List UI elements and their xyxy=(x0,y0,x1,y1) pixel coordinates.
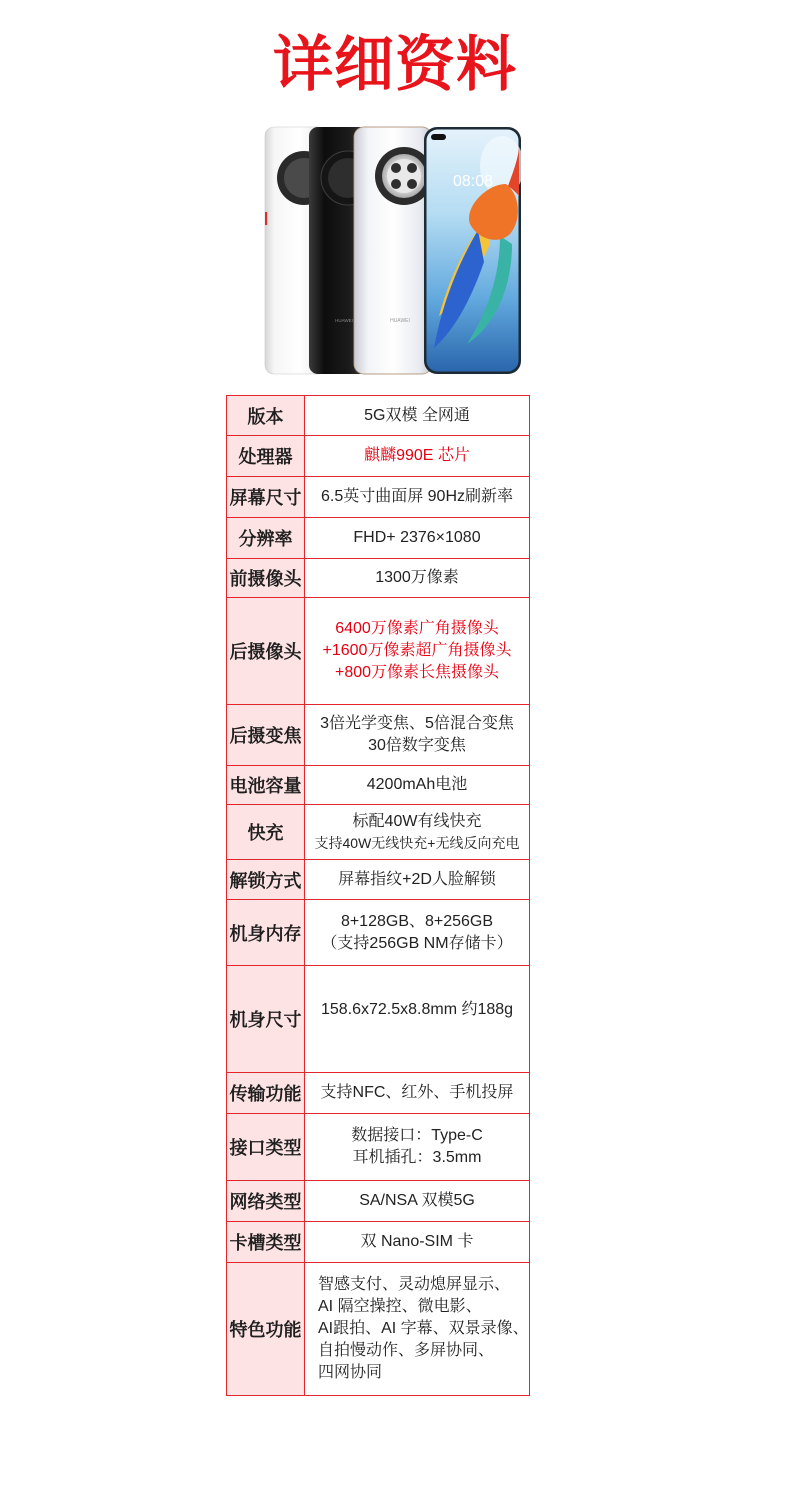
spec-row-rear-camera xyxy=(227,598,530,705)
lens-icon xyxy=(391,163,401,173)
spec-row-processor xyxy=(227,436,530,477)
spec-label-front-camera: 前摄像头 xyxy=(227,559,305,597)
spec-label-unlock: 解锁方式 xyxy=(227,860,305,899)
spec-label-ports: 接口类型 xyxy=(227,1114,305,1180)
spec-value-line: 5G双模 全网通 xyxy=(364,406,470,424)
spec-value-screen-size xyxy=(305,477,530,517)
spec-row-front-camera xyxy=(227,559,530,598)
power-button xyxy=(265,212,267,225)
front-camera-icon xyxy=(431,134,446,140)
spec-value-line: 双 Nano-SIM 卡 xyxy=(360,1233,474,1250)
spec-value-line: +800万像素长焦摄像头 xyxy=(334,664,500,681)
spec-label-version: 版本 xyxy=(227,396,305,435)
spec-value-fast-charge xyxy=(305,805,530,859)
spec-label-network: 网络类型 xyxy=(227,1181,305,1221)
spec-value-connectivity xyxy=(305,1073,530,1113)
phone-front xyxy=(424,127,522,374)
spec-value-line: 标配40W有线快充 xyxy=(352,812,482,830)
spec-row-network xyxy=(227,1181,530,1222)
spec-value-line: 支持40W无线快充+无线反向充电 xyxy=(314,834,520,851)
page-title: 详细资料 xyxy=(273,31,517,98)
lens-icon xyxy=(391,179,401,189)
spec-value-line: 158.6x72.5x8.8mm 约188g xyxy=(320,1001,514,1018)
spec-value-line: （支持256GB NM存储卡） xyxy=(321,934,513,952)
spec-value-processor xyxy=(305,436,530,476)
spec-row-screen-size xyxy=(227,477,530,518)
spec-value-line: 四网协同 xyxy=(318,1364,383,1381)
spec-value-line: 30倍数字变焦 xyxy=(368,737,466,754)
spec-value-line: 数据接口：Type-C xyxy=(351,1127,483,1144)
spec-value-line: AI跟拍、AI 字幕、双景录像、 xyxy=(318,1320,529,1337)
spec-label-connectivity: 传输功能 xyxy=(227,1073,305,1113)
spec-value-version xyxy=(305,396,530,435)
spec-value-line: 6400万像素广角摄像头 xyxy=(335,620,499,637)
spec-label-screen-size: 屏幕尺寸 xyxy=(227,477,305,517)
spec-value-line: +1600万像素超广角摄像头 xyxy=(322,642,512,659)
spec-value-rear-camera xyxy=(305,598,530,704)
spec-row-rear-zoom xyxy=(227,705,530,766)
spec-value-features xyxy=(305,1263,530,1395)
spec-label-battery: 电池容量 xyxy=(227,766,305,804)
spec-label-rear-zoom: 后摄变焦 xyxy=(227,705,305,765)
spec-value-line: 6.5英寸曲面屏 90Hz刷新率 xyxy=(320,488,514,505)
spec-value-line: 耳机插孔：3.5mm xyxy=(352,1149,482,1166)
spec-label-rear-camera: 后摄像头 xyxy=(227,598,305,704)
spec-row-battery xyxy=(227,766,530,805)
spec-value-line: 3倍光学变焦、5倍混合变焦 xyxy=(320,715,514,732)
lens-icon xyxy=(407,163,417,173)
spec-value-dimensions xyxy=(305,966,530,1072)
spec-value-line: 智感支付、灵动熄屏显示、 xyxy=(318,1276,511,1293)
spec-value-line: SA/NSA 双模5G xyxy=(359,1192,475,1209)
spec-row-storage xyxy=(227,900,530,966)
spec-label-features: 特色功能 xyxy=(227,1263,305,1395)
spec-label-processor: 处理器 xyxy=(227,436,305,476)
spec-value-front-camera xyxy=(305,559,530,597)
spec-value-line: 8+128GB、8+256GB xyxy=(340,912,494,930)
spec-row-version xyxy=(227,396,530,436)
spec-value-storage xyxy=(305,900,530,965)
spec-label-storage: 机身内存 xyxy=(227,900,305,965)
spec-value-network xyxy=(305,1181,530,1221)
spec-value-battery xyxy=(305,766,530,804)
spec-value-sim-slot xyxy=(305,1222,530,1262)
spec-row-connectivity xyxy=(227,1073,530,1114)
spec-row-unlock xyxy=(227,860,530,900)
spec-value-line: 麒麟990E 芯片 xyxy=(364,447,470,464)
product-image xyxy=(264,126,522,376)
spec-row-sim-slot xyxy=(227,1222,530,1263)
spec-label-fast-charge: 快充 xyxy=(227,805,305,859)
screen-clock: 08:08 xyxy=(452,173,494,190)
spec-row-resolution xyxy=(227,518,530,559)
spec-value-line: 4200mAh电池 xyxy=(366,776,468,793)
lens-icon xyxy=(407,179,417,189)
spec-label-dimensions: 机身尺寸 xyxy=(227,966,305,1072)
spec-value-line: 自拍慢动作、多屏协同、 xyxy=(318,1342,495,1359)
spec-row-ports xyxy=(227,1114,530,1181)
spec-value-ports xyxy=(305,1114,530,1180)
spec-value-line: 屏幕指纹+2D人脸解锁 xyxy=(338,870,496,888)
spec-row-features xyxy=(227,1263,530,1396)
spec-value-resolution xyxy=(305,518,530,558)
spec-value-rear-zoom xyxy=(305,705,530,765)
spec-table xyxy=(226,395,530,1396)
spec-value-line: 支持NFC、红外、手机投屏 xyxy=(320,1084,514,1101)
spec-value-unlock xyxy=(305,860,530,899)
spec-value-line: 1300万像素 xyxy=(375,569,459,586)
spec-label-resolution: 分辨率 xyxy=(227,518,305,558)
brand-logo: HUAWEI xyxy=(390,318,410,324)
brand-logo: HUAWEI xyxy=(335,318,353,323)
spec-label-sim-slot: 卡槽类型 xyxy=(227,1222,305,1262)
phone-silver-back xyxy=(354,127,433,374)
spec-row-fast-charge xyxy=(227,805,530,860)
spec-value-line: AI 隔空操控、微电影、 xyxy=(318,1298,482,1315)
spec-value-line: FHD+ 2376×1080 xyxy=(353,529,481,546)
spec-row-dimensions xyxy=(227,966,530,1073)
